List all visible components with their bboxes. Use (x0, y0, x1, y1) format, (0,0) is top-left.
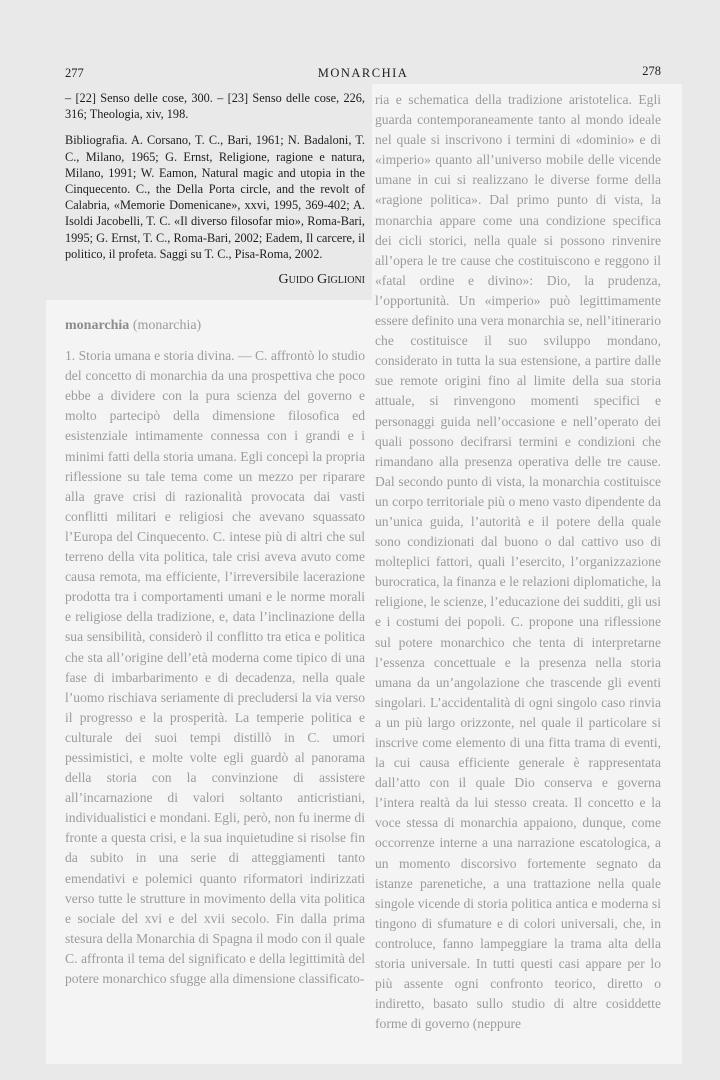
footnote-references: – [22] Senso delle cose, 300. – [23] Senso delle cose, 226, 316; Theologia, xiv, 198. (65, 91, 365, 122)
page-number-right: 278 (642, 64, 661, 78)
bibliography: Bibliografia. A. Corsano, T. C., Bari, 1961; N. Badaloni, T. C., Milano, 1965; G. Ernst, Religione, ragione e natura, Milano, 1991; W. Eamon, Natural magic and utopia in the Cinquecento. C., the Della Porta circle, and the revolt of Calabria, «Memorie Domenicane», xxvi, 1995, 369-402; A. Isoldi Jacobelli, T. C. «Il diverso filosofar mio», Roma-Bari, 1995; G. Ernst, T. C., Roma-Bari, 2002; Eadem, Il carcere, il politico, il profeta. Saggi su T. C., Pisa-Roma, 2002. (65, 133, 365, 261)
running-header (65, 66, 661, 84)
left-column (65, 316, 365, 989)
headword: monarchia (65, 318, 130, 333)
right-column (375, 90, 661, 1034)
page-number-left: 277 (65, 66, 84, 80)
previous-entry-end (65, 90, 365, 288)
entry-heading (65, 316, 365, 336)
headword-gloss: (monarchia) (132, 318, 202, 333)
author-signature: Guido Giglioni (278, 272, 365, 288)
right-body-text: ria e schematica della tradizione aristotelica. Egli guarda contemporaneamente tanto al mondo ideale nel quale si inscrivono i termini di «dominio» e di «imperio» quanto all’universo mobile delle vicende umane in cui si realizzano le diverse forme della «ragione politica». Dal primo punto di vista, la monarchia appare come una condizione specifica dei cicli storici, nella quale si possono rinvenire all’opera le tre cause che costituiscono e reggono il «fatal ordine e divino»: Dio, la prudenza, l’opportunità. Un «imperio» può legittimamente essere definito una vera monarchia se, nell’itinerario che costituisce il suo sviluppo mondano, considerato in tutta la sua estensione, a partire dalle sue remote origini fino al limite della sua storia attuale, si rinvengono momenti specifici e personaggi guida nell’occasione e nell’operato dei quali possono decifrarsi termini e condizioni che rimandano alla presenza operativa delle tre cause. Dal secondo punto di vista, la monarchia costituisce un corpo territoriale più o meno vasto dipendente da un’unica guida, l’autorità e il potere della quale sono condizionati dal buono o dal cattivo uso di molteplici fattori, quali l’esercito, l’organizzazione burocratica, la finanza e le relazioni diplomatiche, la religione, le scienze, l’educazione dei sudditi, gli usi e i costumi dei popoli. C. propone una riflessione sul potere monarchico che tenta di interpretarne l’essenza concettuale e la presenza nella storia umana da un’angolazione che trascende gli eventi singolari. L’accidentalità di ogni singolo caso rinvia a un più largo orizzonte, nel quale il particolare si inscrive come elemento di una fitta trama di eventi, la cui causa efficiente generale è rappresentata dall’atto con il quale Dio conserva e governa l’intera realtà da lui stesso creata. Il concetto e la voce stessa di monarchia appaiono, dunque, come occorrenze interne a una narrazione escatologica, a un momento discorsivo fortemente segnato da istanze parenetiche, a una trattazione nella quale singole vicende di storia politica antica e moderna si tingono di sfumature e di colori universali, che, in controluce, fanno lampeggiare la trama alta della storia universale. In tutti questi casi appare per lo più assente ogni confronto teorico, diretto o indiretto, basato sullo studio di altre cosiddette forme di governo (neppure (375, 92, 661, 1032)
left-body-text: 1. Storia umana e storia divina. — C. affrontò lo studio del concetto di monarchia da una prospettiva che poco ebbe a dividere con la pura scienza del governo e molto partecipò della dimensione filosofica ed esistenziale intimamente connessa con i grandi e i minimi fatti della storia umana. Egli concepì la propria riflessione su tale tema come un mezzo per riparare alla grave crisi di razionalità provocata dai vasti conflitti militari e religiosi che avevano squassato l’Europa del Cinquecento. C. intese più di altri che sul terreno della vita politica, tale crisi aveva avuto come causa remota, ma efficiente, l’irreversibile lacerazione prodotta tra i comportamenti umani e le norme morali e religiose della tradizione, e, data l’inclinazione della sua sensibilità, considerò il conflitto tra etica e politica che sta all’origine dell’età moderna come tipico di una fase di imbarbarimento e di decadenza, nella quale l’uomo rischiava seriamente di precludersi la via verso il progresso e la prosperità. La temperie politica e culturale dei suoi tempi distillò in C. umori pessimistici, e molte volte egli guardò al panorama della storia con la convinzione di assistere all’incarnazione di valori soltanto anticristiani, individualistici e mondani. Egli, però, non fu inerme di fronte a questa crisi, e la sua inquietudine si risolse fin da subito in una serie di atteggiamenti tanto emendativi e polemici quanto riformatori indirizzati verso tutte le strutture in movimento della vita politica e sociale del xvi e del xvii secolo. Fin dalla prima stesura della Monarchia di Spagna il modo con il quale C. affronta il tema del significato e della legittimità del potere monarchico sfugge alla dimensione classificato- (65, 348, 365, 986)
running-title: MONARCHIA (317, 66, 409, 80)
